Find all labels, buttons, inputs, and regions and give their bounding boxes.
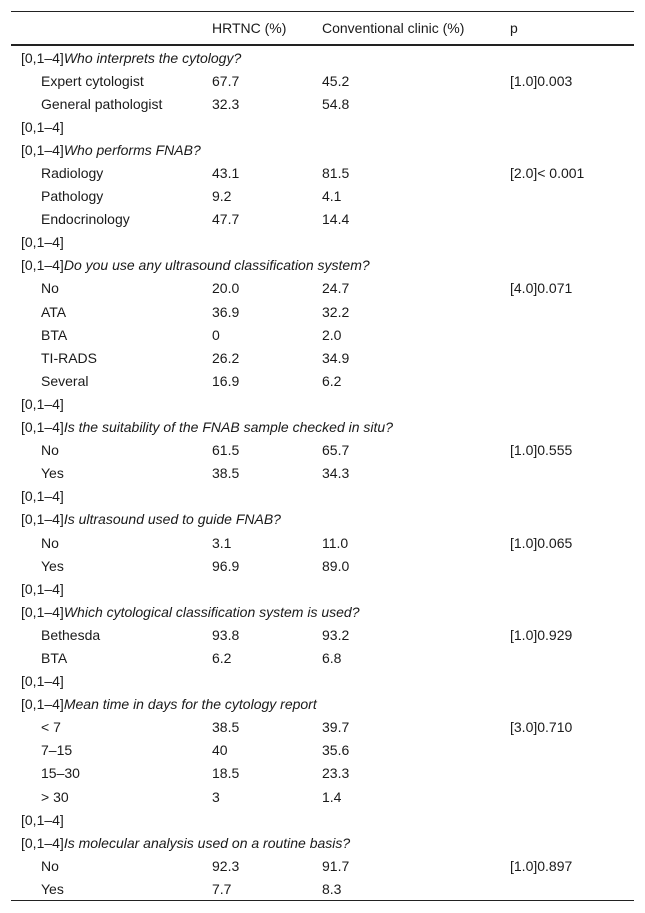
question-row [11,831,634,854]
question-row [11,138,634,161]
p-value [510,185,634,208]
answer-label: No [41,857,59,874]
table-row [11,785,634,808]
table-row [11,646,634,669]
hrtnc-value: 36.9 [212,303,240,320]
table-row [11,323,634,346]
answer-label: Yes [41,557,64,574]
question-cell [11,693,634,716]
table-row [11,300,634,323]
question-row [11,600,634,623]
question-text: Is ultrasound used to guide FNAB? [63,511,281,528]
header-conventional: Conventional clinic (%) [322,12,510,46]
conventional-value: 45.2 [322,72,350,89]
question-cell [11,254,634,277]
hrtnc-value: 18.5 [212,765,240,782]
hrtnc-value: 96.9 [212,557,240,574]
table-row [11,369,634,392]
question-prefix: [0,1–4] [21,419,64,436]
table-row [11,185,634,208]
header-row [11,12,634,46]
hrtnc-value: 3.1 [212,534,232,551]
p-value: [1.0]0.555 [510,442,573,459]
answer-label: 15–30 [41,765,80,782]
answer-label: Radiology [41,165,104,182]
conventional-value: 39.7 [322,719,350,736]
question-prefix: [0,1–4] [21,603,64,620]
table-row [11,346,634,369]
conventional-value: 91.7 [322,857,350,874]
table-row [11,69,634,92]
p-value: [4.0]0.071 [510,280,573,297]
hrtnc-value: 20.0 [212,280,240,297]
hrtnc-value: 0 [212,326,220,343]
table-row [11,439,634,462]
question-cell [11,600,634,623]
answer-label: No [41,280,59,297]
hrtnc-value: 47.7 [212,211,240,228]
conventional-value: 2.0 [322,326,342,343]
header-hrtnc: HRTNC (%) [212,12,322,46]
separator-row [11,115,634,138]
question-cell [11,138,634,161]
table-row [11,762,634,785]
question-prefix: [0,1–4] [21,257,64,274]
p-value [510,300,634,323]
question-cell [11,416,634,439]
separator-cell: [0,1–4] [21,234,64,251]
answer-label: ATA [41,303,67,320]
separator-cell: [0,1–4] [21,118,64,135]
question-row [11,416,634,439]
question-cell [11,831,634,854]
answer-label: Endocrinology [41,211,130,228]
question-cell [11,45,634,69]
table-row [11,161,634,184]
conventional-value: 54.8 [322,95,350,112]
table-body [11,45,634,901]
table-row [11,739,634,762]
p-value: [1.0]0.929 [510,626,573,643]
question-row [11,693,634,716]
separator-cell: [0,1–4] [21,580,64,597]
table-row [11,92,634,115]
hrtnc-value: 6.2 [212,649,232,666]
hrtnc-value: 32.3 [212,95,240,112]
p-value [510,785,634,808]
hrtnc-value: 9.2 [212,188,232,205]
answer-label: Expert cytologist [41,72,144,89]
p-value: [3.0]0.710 [510,719,573,736]
hrtnc-value: 7.7 [212,877,322,901]
question-prefix: [0,1–4] [21,834,64,851]
separator-cell: [0,1–4] [21,811,64,828]
separator-row [11,231,634,254]
question-row [11,45,634,69]
table-row [11,854,634,877]
answer-label: Bethesda [41,626,101,643]
table-row [11,554,634,577]
hrtnc-value: 40 [212,742,228,759]
survey-comparison-table [11,11,634,901]
answer-label: Yes [11,877,212,901]
hrtnc-value: 61.5 [212,442,240,459]
question-text: Do you use any ultrasound classification system? [63,257,370,274]
separator-row [11,392,634,415]
p-value: [2.0]< 0.001 [510,165,585,182]
conventional-value: 65.7 [322,442,350,459]
p-value [510,92,634,115]
p-value [510,323,634,346]
question-text: Mean time in days for the cytology report [63,696,317,713]
question-row [11,508,634,531]
separator-cell: [0,1–4] [21,488,64,505]
hrtnc-value: 93.8 [212,626,240,643]
question-text: Is the suitability of the FNAB sample checked in situ? [63,419,393,436]
question-prefix: [0,1–4] [21,141,64,158]
header-blank [11,12,212,46]
question-prefix: [0,1–4] [21,49,64,66]
table-row [11,716,634,739]
separator-row [11,577,634,600]
table-row [11,462,634,485]
table-row [11,877,634,901]
conventional-value: 6.8 [322,649,342,666]
conventional-value: 34.9 [322,349,350,366]
conventional-value: 24.7 [322,280,350,297]
separator-cell: [0,1–4] [21,395,64,412]
conventional-value: 34.3 [322,465,350,482]
conventional-value: 1.4 [322,788,342,805]
answer-label: Yes [41,465,64,482]
table-row [11,531,634,554]
question-row [11,254,634,277]
p-value: [1.0]0.897 [510,857,573,874]
question-text: Who interprets the cytology? [63,49,242,66]
conventional-value: 11.0 [322,534,349,551]
p-value [510,739,634,762]
hrtnc-value: 38.5 [212,719,240,736]
conventional-value: 35.6 [322,742,350,759]
p-value [510,208,634,231]
table-row [11,277,634,300]
answer-label: TI-RADS [41,349,97,366]
conventional-value: 89.0 [322,557,350,574]
p-value [510,877,634,901]
separator-cell: [0,1–4] [21,673,64,690]
p-value [510,646,634,669]
answer-label: BTA [41,326,68,343]
answer-label: General pathologist [41,95,163,112]
conventional-value: 4.1 [322,188,342,205]
question-text: Who performs FNAB? [63,141,201,158]
p-value: [1.0]0.003 [510,72,573,89]
answer-label: Several [41,372,89,389]
answer-label: Pathology [41,188,104,205]
answer-label: > 30 [41,788,69,805]
answer-label: 7–15 [41,742,73,759]
p-value [510,762,634,785]
conventional-value: 32.2 [322,303,350,320]
conventional-value: 8.3 [322,877,510,901]
conventional-value: 14.4 [322,211,350,228]
hrtnc-value: 43.1 [212,165,240,182]
separator-row [11,808,634,831]
hrtnc-value: 67.7 [212,72,240,89]
p-value [510,462,634,485]
hrtnc-value: 3 [212,788,220,805]
p-value [510,554,634,577]
hrtnc-value: 38.5 [212,465,240,482]
answer-label: No [41,442,59,459]
conventional-value: 6.2 [322,372,342,389]
question-text: Is molecular analysis used on a routine basis? [63,834,351,851]
answer-label: BTA [41,649,68,666]
conventional-value: 23.3 [322,765,350,782]
header-p: p [510,12,634,46]
table-row [11,623,634,646]
conventional-value: 93.2 [322,626,350,643]
question-cell [11,508,634,531]
hrtnc-value: 92.3 [212,857,240,874]
question-text: Which cytological classification system is used? [63,603,360,620]
p-value: [1.0]0.065 [510,534,573,551]
hrtnc-value: 26.2 [212,349,240,366]
table-row [11,208,634,231]
p-value [510,369,634,392]
separator-row [11,485,634,508]
question-prefix: [0,1–4] [21,511,64,528]
answer-label: < 7 [41,719,61,736]
hrtnc-value: 16.9 [212,372,240,389]
question-prefix: [0,1–4] [21,696,64,713]
conventional-value: 81.5 [322,165,350,182]
answer-label: No [41,534,59,551]
p-value [510,346,634,369]
separator-row [11,670,634,693]
